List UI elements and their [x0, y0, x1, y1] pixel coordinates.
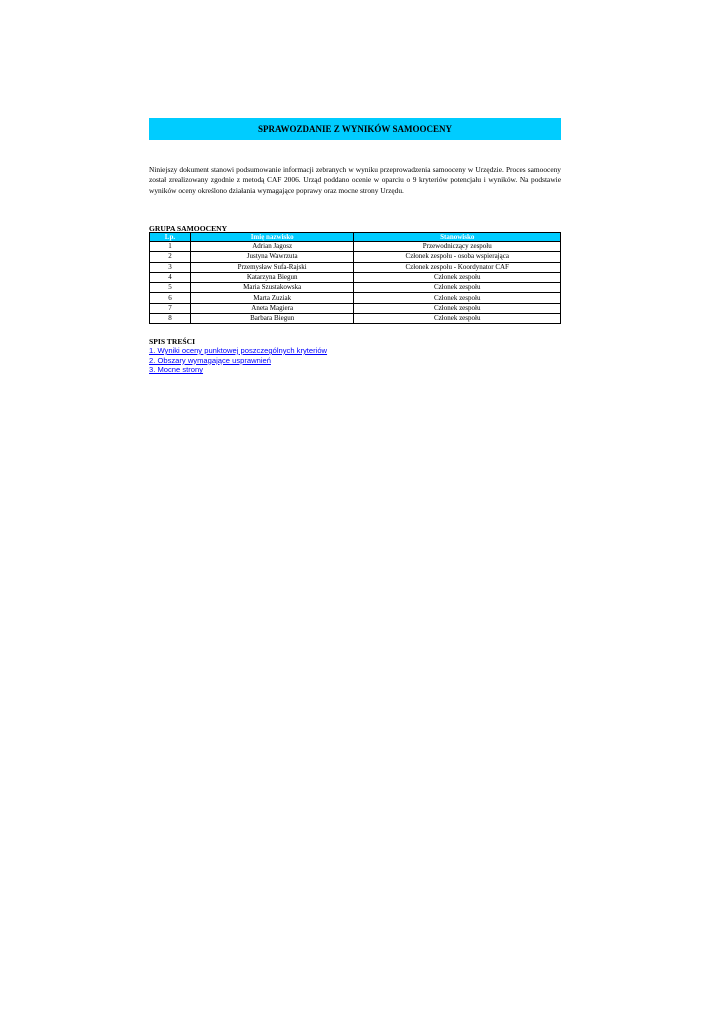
toc-link-strengths[interactable]: 3. Mocne strony [149, 365, 204, 375]
table-of-contents [149, 346, 327, 375]
cell-lp: 6 [150, 293, 191, 303]
cell-name: Przemysław Sufa-Rajski [190, 262, 354, 272]
table-row [150, 242, 561, 252]
table-row [150, 283, 561, 293]
toc-title: SPIS TREŚCI [149, 337, 196, 346]
cell-lp: 8 [150, 314, 191, 324]
toc-item [149, 356, 327, 366]
cell-lp: 7 [150, 303, 191, 313]
cell-lp: 2 [150, 252, 191, 262]
cell-name: Maria Szustakowska [190, 283, 354, 293]
cell-position: Członek zespołu - Koordynator CAF [354, 262, 561, 272]
cell-position: Członek zespołu [354, 293, 561, 303]
cell-lp: 4 [150, 272, 191, 282]
cell-name: Marta Zuziak [190, 293, 354, 303]
toc-item [149, 346, 327, 356]
cell-lp: 5 [150, 283, 191, 293]
cell-position: Przewodniczący zespołu [354, 242, 561, 252]
cell-lp: 3 [150, 262, 191, 272]
table-row [150, 314, 561, 324]
table-row [150, 272, 561, 282]
table-row [150, 262, 561, 272]
cell-name: Adrian Jagosz [190, 242, 354, 252]
cell-lp: 1 [150, 242, 191, 252]
cell-position: Członek zespołu [354, 314, 561, 324]
toc-item [149, 365, 327, 375]
toc-link-scores[interactable]: 1. Wyniki oceny punktowej poszczególnych kryteriów [149, 346, 328, 355]
cell-name: Katarzyna Biegun [190, 272, 354, 282]
cell-position: Członek zespołu [354, 272, 561, 282]
toc-link-improvement-areas[interactable]: 2. Obszary wymagające usprawnień [149, 355, 271, 365]
members-table [149, 232, 561, 324]
intro-paragraph: Niniejszy dokument stanowi podsumowanie informacji zebranych w wyniku przeprowadzenia samooceny w Urzędzie. Proces samooceny został zrealizowany zgodnie z metodą CAF 2006. Urząd poddano ocenie w oparciu o 9 kryteriów potencjału i wyników. Na podstawie wyników oceny określono działania wymagające poprawy oraz mocne strony Urzędu. [149, 165, 561, 195]
header-position: Stanowisko [354, 233, 561, 242]
report-title: SPRAWOZDANIE Z WYNIKÓW SAMOOCENY [258, 124, 452, 134]
cell-position: Członek zespołu [354, 303, 561, 313]
cell-name: Aneta Magiera [190, 303, 354, 313]
table-row [150, 252, 561, 262]
header-lp: Lp. [150, 233, 191, 242]
header-name: Imię nazwisko [190, 233, 354, 242]
cell-name: Barbara Biegun [190, 314, 354, 324]
cell-position: Członek zespołu - osoba wspierająca [354, 252, 561, 262]
cell-position: Członek zespołu [354, 283, 561, 293]
group-section-title: GRUPA SAMOOCENY [149, 224, 228, 233]
table-header-row [150, 233, 561, 242]
table-row [150, 303, 561, 313]
cell-name: Justyna Wawrzuta [190, 252, 354, 262]
report-title-bar [149, 118, 561, 140]
table-row [150, 293, 561, 303]
